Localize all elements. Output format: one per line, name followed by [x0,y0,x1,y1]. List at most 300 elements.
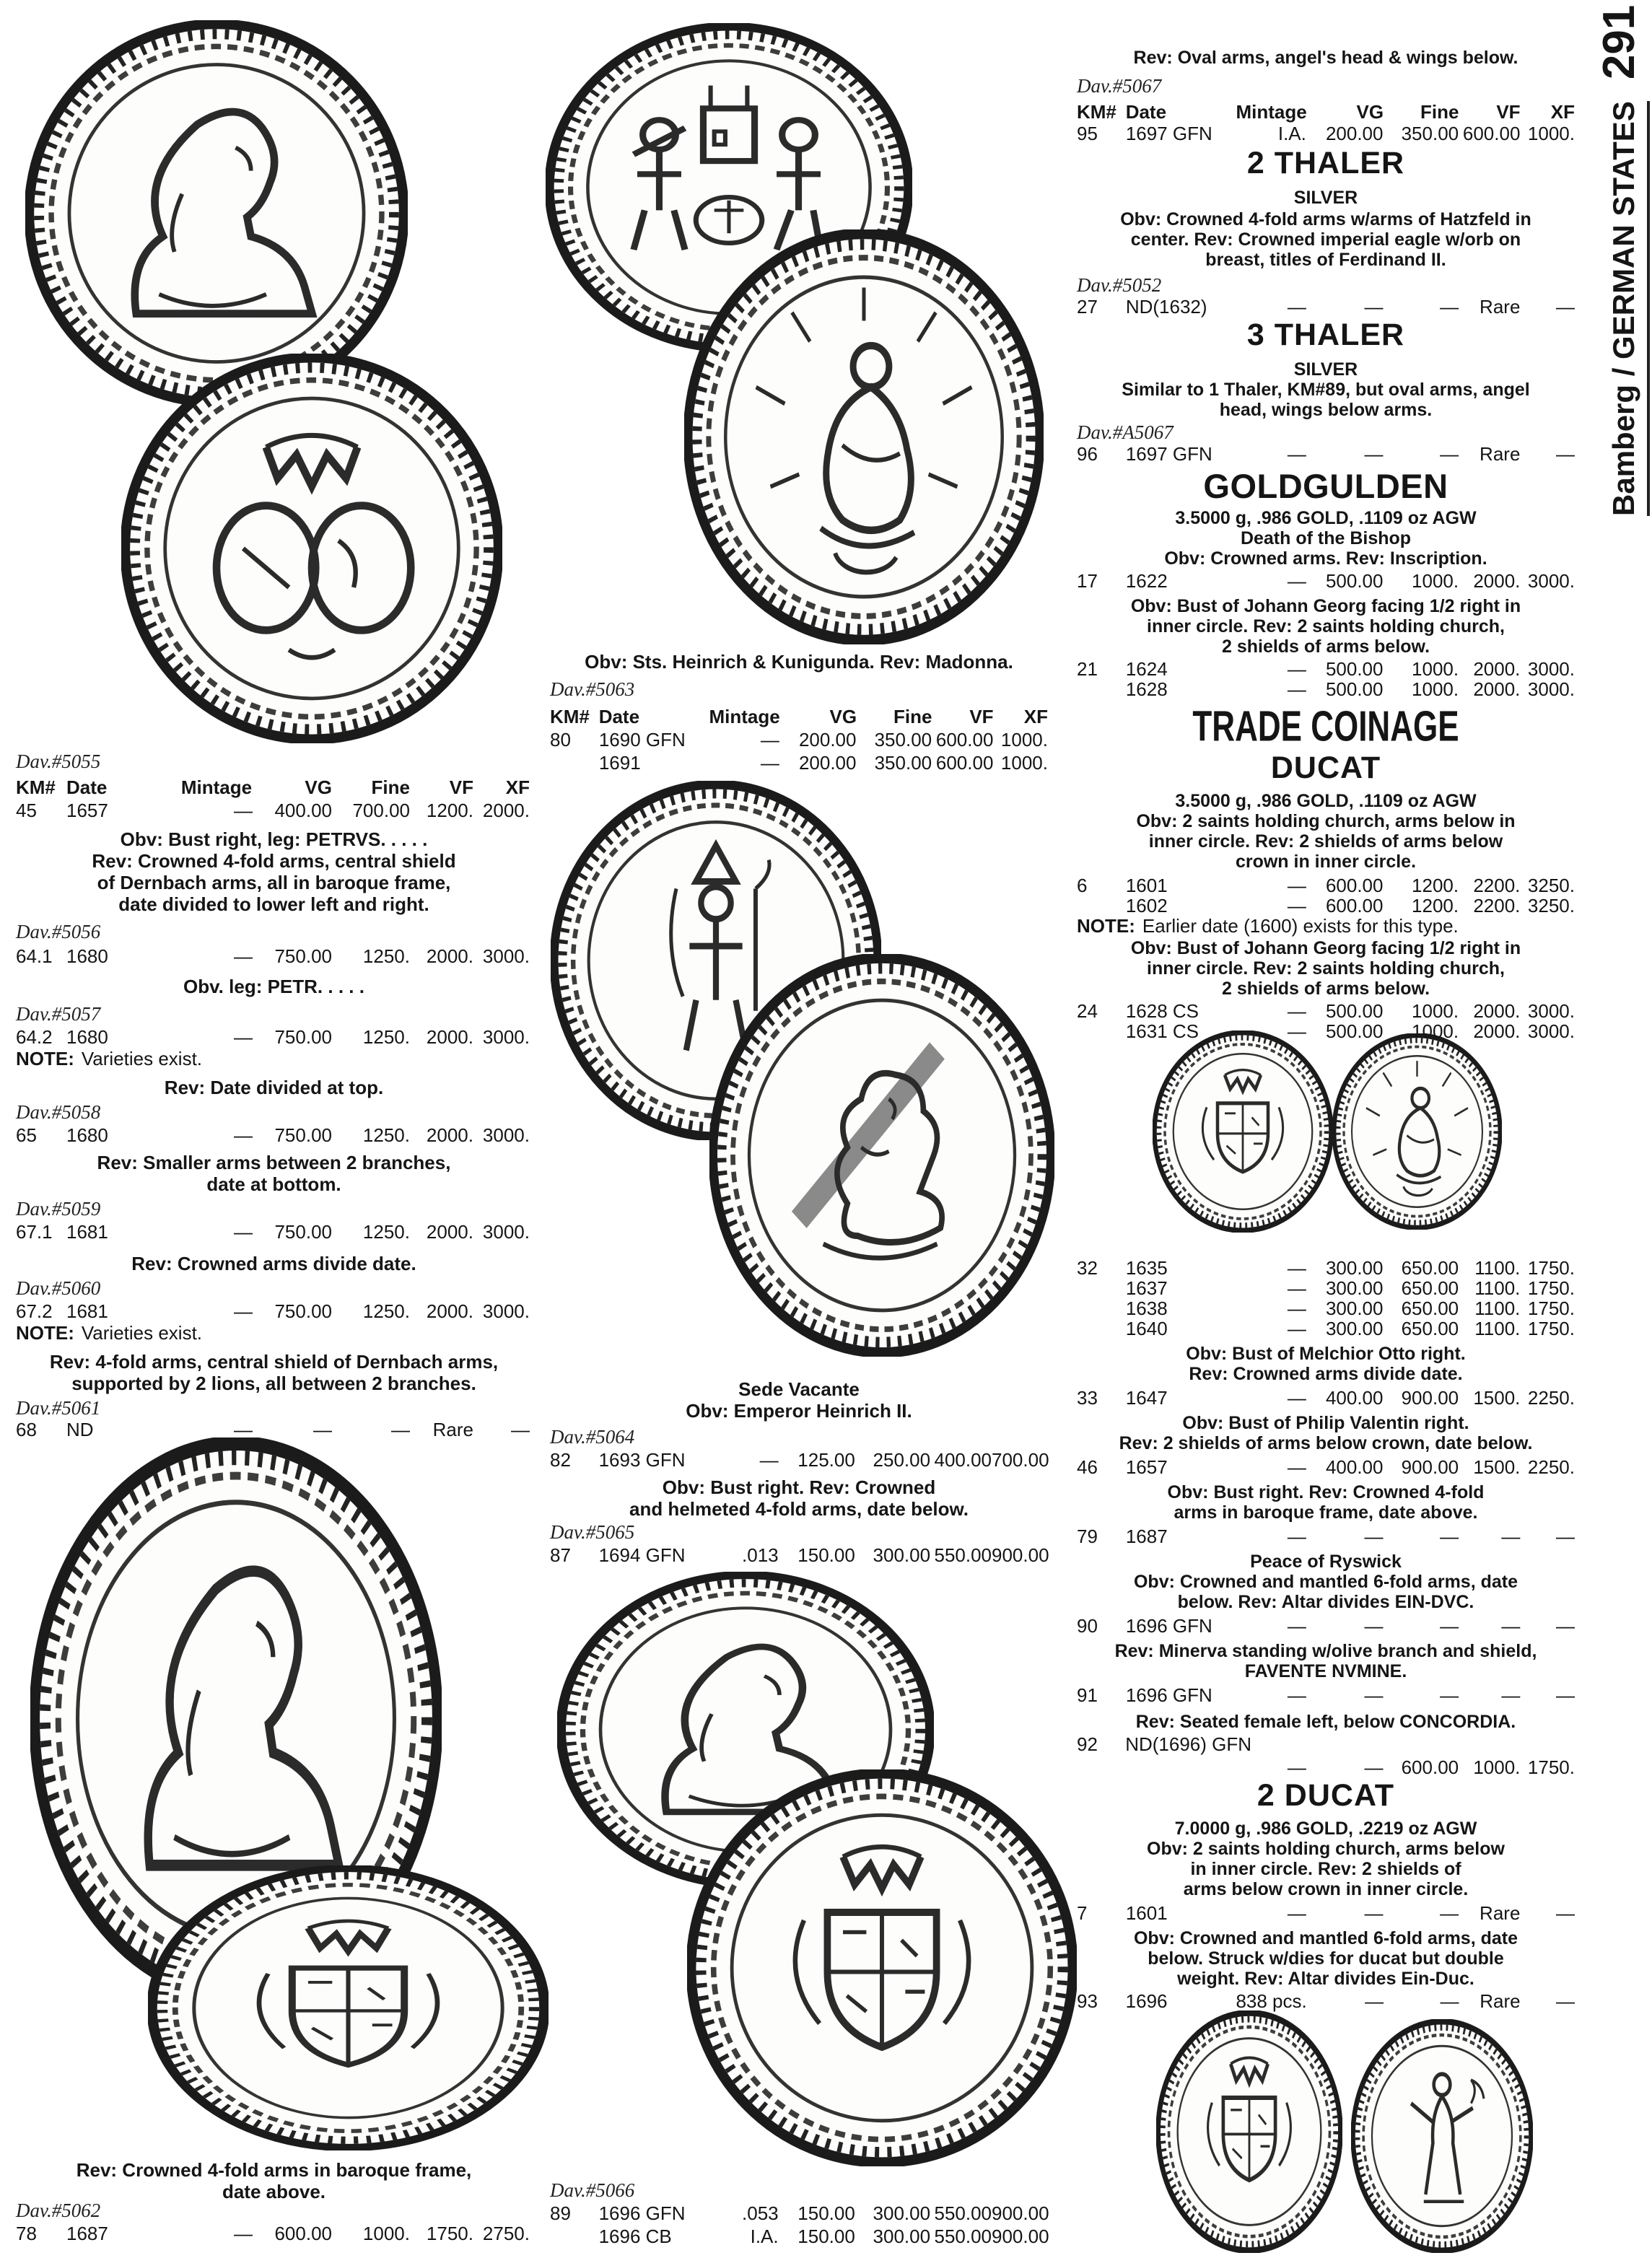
cell: 2000. [1473,678,1521,700]
cell: — [1287,570,1306,592]
cell: 1000. [1412,1000,1459,1022]
cell: 7 [1077,1902,1088,1924]
coin-1657-double-oval-arms-reverse [121,354,502,743]
dav-number: Dav.#5061 [16,1397,101,1419]
cell: 1681 [66,1221,108,1243]
cell: 2000. [426,1124,473,1146]
dav-number: Dav.#5067 [1077,75,1162,97]
cell: 500.00 [1325,678,1384,700]
table-row [1077,1684,1575,1707]
cell: 1250. [362,1124,410,1146]
cell: 1750. [1527,1257,1575,1279]
cell: 3000. [482,1124,530,1146]
cell: — [1287,1902,1306,1924]
table-row [1077,1020,1575,1043]
table-row [550,2226,1048,2248]
table-row [1077,443,1575,465]
cell: 45 [16,800,37,821]
caption-line: of Dernbach arms, all in baroque frame, [97,872,451,893]
cell: 1100. [1474,1257,1521,1279]
cell: 900.00 [992,2202,1049,2224]
table-row [550,2202,1048,2225]
cell [1077,1020,1126,1043]
cell: 78 [16,2223,37,2244]
cell [1077,1298,1126,1320]
cell: XF [505,776,530,798]
type-caption [1077,380,1575,420]
cell: 500.00 [1325,1020,1384,1042]
cell: — [1440,1615,1459,1637]
caption-line: breast, titles of Ferdinand II. [1205,250,1446,270]
cell: 1750. [1527,1756,1575,1778]
cell: 1250. [362,945,410,967]
cell: 500.00 [1325,658,1384,680]
table-row [1077,1990,1575,2013]
cell: 1000. [1412,658,1459,680]
caption-line: and helmeted 4-fold arms, date below. [629,1498,969,1520]
cell: 1680 [66,1026,108,1048]
type-caption [1077,1641,1575,1681]
cell: — [1556,1526,1575,1547]
cell: 2000. [1473,658,1521,680]
cell: 89 [550,2202,571,2224]
cell: 400.00 [274,800,332,821]
cell: — [1287,1277,1306,1299]
cell: Date [1125,101,1167,123]
denomination-heading: 2 DUCAT [1257,1778,1395,1813]
cell: 3000. [1527,1000,1575,1022]
table-row [1077,875,1575,897]
cell: 3000. [482,1300,530,1322]
cell: 1200. [426,800,473,821]
caption-line: Obv: Bust of Johann Georg facing 1/2 right in [1130,938,1521,958]
cell: KM# [16,776,56,798]
cell: 650.00 [1401,1298,1459,1319]
cell: Rare [432,1419,473,1440]
cell: 300.00 [1325,1298,1384,1319]
dav-number: Dav.#5065 [550,1521,635,1543]
cell: 1000. [1000,729,1048,751]
note-label: NOTE: [1077,915,1135,937]
cell: 1100. [1474,1318,1521,1339]
cell [1077,1756,1126,1779]
cell: 250.00 [873,1449,931,1471]
cell: 95 [1077,123,1098,144]
cell: I.A. [1277,123,1306,144]
cell: — [760,729,779,751]
cell: — [1556,1902,1575,1924]
cell: — [234,945,253,967]
table-row [1077,1456,1575,1479]
caption-line: 7.0000 g, .986 GOLD, .2219 oz AGW [1174,1819,1477,1839]
table-row [1077,123,1575,145]
cell: 96 [1077,443,1098,465]
type-caption [16,828,532,915]
denomination-heading: GOLDGULDEN [1203,467,1448,505]
note [16,1322,532,1344]
cell: KM# [550,706,590,727]
cell: — [1287,1000,1306,1022]
caption-line: Rev: Crowned 4-fold arms in baroque frame, [76,2159,472,2181]
cell: .013 [742,1544,779,1566]
cell: Rare [1480,1990,1521,2012]
caption-line: supported by 2 lions, all between 2 branches. [71,1373,476,1394]
cell [550,752,599,774]
cell: — [1365,1990,1384,2012]
cell: 2250. [1527,1456,1575,1478]
caption-line: in inner circle. Rev: 2 shields of [1190,1859,1461,1879]
cell: ND [66,1419,94,1440]
cell: 82 [550,1449,571,1471]
cell: 200.00 [1325,123,1384,144]
cell: 1000. [1412,678,1459,700]
cell: — [1364,1684,1384,1706]
cell: — [1287,1318,1306,1339]
cell: 350.00 [874,752,932,774]
cell: Fine [371,776,410,798]
cell: 400.00 [1325,1387,1384,1409]
cell: 1693 GFN [598,1449,686,1471]
table-row [1077,1733,1575,1756]
cell: 1696 CB [598,2226,672,2247]
cell: — [1556,443,1575,465]
cell: XF [1023,706,1048,727]
type-caption [1077,791,1575,872]
type-caption: Rev: Oval arms, angel's head & wings below. [1133,48,1518,68]
denomination-heading: 3 THALER [1246,318,1405,352]
type-caption [1077,1928,1575,1989]
cell: — [234,1124,253,1146]
cell [550,2226,599,2248]
type-caption [1077,1344,1575,1384]
table-row-continuation [1077,1756,1575,1779]
table-row [1077,1298,1575,1320]
cell: VF [1496,101,1521,123]
cell: — [234,1221,253,1243]
coin-2ducat-mantled-arms-obverse [1156,2010,1342,2253]
cell [1077,1277,1126,1300]
caption-line: date at bottom. [206,1173,341,1195]
cell: 1640 [1125,1318,1168,1339]
denomination-heading: DUCAT [1270,751,1381,785]
cell: — [1287,1456,1306,1478]
cell: 1750. [426,2223,473,2244]
cell: 1696 [1125,1990,1168,2012]
caption-line: Obv: Crowned and mantled 6-fold arms, date [1133,1928,1518,1948]
cell: 700.00 [352,800,410,821]
type-caption: Rev: Crowned arms divide date. [131,1253,416,1274]
cell: 1601 [1125,875,1168,896]
table-row [1077,1257,1575,1279]
caption-line: crown in inner circle. [1235,852,1417,872]
cell: VG [829,706,857,727]
cell: Rare [1480,1902,1521,1924]
cell: 2250. [1527,1387,1575,1409]
cell: Rare [1480,296,1521,318]
cell: 1694 GFN [598,1544,686,1566]
cell: 2200. [1473,895,1521,916]
caption-line: Death of the Bishop [1240,528,1412,548]
type-caption [1077,938,1575,999]
dav-number: Dav.#5063 [550,678,635,700]
cell: 1628 [1125,678,1168,700]
caption-line: Rev: Minerva standing w/olive branch and shield, [1114,1641,1537,1661]
coin-2ducat-standing-female-reverse [1351,2019,1533,2253]
cell: — [1287,678,1306,700]
cell: 79 [1077,1526,1098,1547]
cell [1385,1733,1460,1756]
cell: — [1287,1526,1306,1547]
cell: 1691 [598,752,641,774]
type-caption [16,1351,532,1394]
cell: 838 pcs. [1236,1990,1307,2012]
cell: 33 [1077,1387,1098,1409]
note-label: NOTE: [16,1322,74,1344]
cell: — [1287,658,1306,680]
table-row [16,2223,532,2245]
cell: 1601 [1125,1902,1168,1924]
cell: 1624 [1125,658,1168,680]
cell: 1000. [1000,752,1048,774]
cell: 600.00 [1462,123,1521,144]
type-caption: Obv. leg: PETR. . . . . [183,976,364,997]
table-row [1077,1387,1575,1409]
caption-line: arms in baroque frame, date above. [1174,1502,1478,1523]
cell: — [1440,1526,1459,1547]
table-row [16,1124,532,1147]
cell: — [1364,1756,1384,1778]
cell: — [234,1300,253,1322]
cell: 1200. [1412,895,1459,916]
cell: Rare [1480,443,1521,465]
cell: — [1440,1684,1459,1706]
table-header-row [16,776,532,799]
note-label: NOTE: [16,1048,74,1069]
cell: ND(1696) GFN [1125,1733,1252,1755]
type-caption [1077,596,1575,657]
cell: 150.00 [797,2226,855,2247]
cell: — [1501,1684,1521,1706]
cell: 90 [1077,1615,1098,1637]
cell: — [391,1419,410,1440]
cell: 750.00 [274,1300,332,1322]
cell: 2200. [1473,875,1521,896]
cell: Mintage [709,706,780,727]
cell: 300.00 [873,1544,931,1566]
cell [1521,1733,1575,1756]
cell: 650.00 [1401,1277,1459,1299]
cell: Mintage [180,776,253,798]
caption-line: Obv: Bust right. Rev: Crowned [662,1476,936,1498]
cell [1126,1756,1236,1779]
cell: 24 [1077,1000,1098,1022]
cell: — [1287,895,1306,916]
caption-line: 2 shields of arms below. [1221,979,1430,999]
cell: — [1287,1257,1306,1279]
dav-number: Dav.#5052 [1077,274,1162,296]
cell: 1100. [1474,1277,1521,1299]
table-row [550,752,1048,774]
dav-number: Dav.#5062 [16,2200,101,2221]
cell: 1250. [362,1026,410,1048]
cell: 900.00 [1401,1387,1459,1409]
table-row [1077,570,1575,592]
cell: 3000. [1527,570,1575,592]
cell: 46 [1077,1456,1098,1478]
caption-line: Rev: Crowned arms divide date. [1189,1364,1463,1384]
note [1077,915,1575,937]
caption-line: Rev: Crowned 4-fold arms, central shield [92,850,456,872]
cell: 650.00 [1401,1257,1459,1279]
cell: — [760,752,779,774]
table-row [1077,1277,1575,1300]
cell: VF [449,776,473,798]
caption-line: Obv: Crowned arms. Rev: Inscription. [1164,548,1487,569]
caption-line: date divided to lower left and right. [118,893,429,915]
coin-philipp-valentin-bust-obverse [25,20,408,406]
cell: 1696 GFN [1125,1684,1212,1706]
coin-ducat-madonna-reverse [1332,1033,1502,1230]
cell: 900.00 [992,1544,1049,1566]
cell: 1638 [1125,1298,1168,1319]
cell: — [759,1449,779,1471]
cell: — [1287,1020,1306,1042]
cell: 1680 [66,945,108,967]
cell: — [1364,1526,1384,1547]
coin-madonna-reverse [684,229,1044,644]
caption-line: date above. [222,2181,326,2202]
table-row [1077,1615,1575,1637]
caption-line: inner circle. Rev: 2 saints holding church, [1147,958,1505,979]
cell: 750.00 [274,945,332,967]
table-row [16,1026,532,1049]
cell: 600.00 [935,752,994,774]
caption-line: Similar to 1 Thaler, KM#89, but oval arms, angel [1122,380,1530,400]
cell: 400.00 [934,1449,992,1471]
cell: — [1556,296,1575,318]
cell: 550.00 [934,2202,992,2224]
caption-line: Obv: Bust of Philip Valentin right. [1182,1413,1469,1433]
cell: 300.00 [1325,1277,1384,1299]
caption-line: below. Rev: Altar divides EIN-DVC. [1177,1592,1474,1612]
cell: .053 [742,2202,779,2224]
cell: 68 [16,1419,37,1440]
cell: 3250. [1527,895,1575,916]
cell: I.A. [750,2226,779,2247]
table-row [16,1221,532,1243]
cell: 3000. [1527,1020,1575,1042]
caption-line: below. Struck w/dies for ducat but double [1148,1948,1504,1969]
section-heading: TRADE COINAGE [1192,702,1459,751]
cell: 92 [1077,1733,1098,1755]
caption-line: Obv: 2 saints holding church, arms below [1147,1839,1505,1859]
type-caption: Rev: Seated female left, below CONCORDIA. [1135,1712,1516,1732]
caption-line: arms below crown in inner circle. [1183,1879,1469,1899]
dav-number: Dav.#5060 [16,1277,101,1299]
cell: 1687 [1125,1526,1168,1547]
cell: 750.00 [274,1221,332,1243]
cell: — [1556,1684,1575,1706]
cell: 1631 CS [1125,1020,1199,1042]
cell: 2750. [482,2223,530,2244]
cell: 1635 [1125,1257,1168,1279]
caption-line: weight. Rev: Altar divides Ein-Duc. [1177,1969,1474,1989]
cell: 300.00 [873,2202,931,2224]
page-number: 291 [1594,4,1644,80]
cell: 80 [550,729,571,751]
cell: — [234,2223,253,2244]
cell: Fine [893,706,932,727]
caption-line: Rev: 2 shields of arms below crown, date below. [1119,1433,1533,1453]
cell: 1250. [362,1221,410,1243]
cell: — [1364,1615,1384,1637]
dav-number: Dav.#5055 [16,751,101,772]
cell: 125.00 [797,1449,855,1471]
cell: — [1287,443,1306,465]
cell: 1680 [66,1124,108,1146]
cell: 17 [1077,570,1098,592]
cell: 27 [1077,296,1098,318]
cell: — [1287,1387,1306,1409]
cell: — [1440,1902,1459,1924]
table-row [1077,1526,1575,1548]
cell: 550.00 [934,1544,992,1566]
table-row [550,1449,1048,1471]
cell: 1000. [1473,1756,1521,1778]
cell: 600.00 [1325,895,1384,916]
cell: 750.00 [274,1026,332,1048]
cell: 65 [16,1124,37,1146]
cell: 2000. [426,1026,473,1048]
coin-1687-crowned-arms-reverse [148,1865,549,2150]
cell: 1750. [1527,1277,1575,1299]
cell: 67.1 [16,1221,53,1243]
type-caption: Rev: Date divided at top. [164,1077,384,1098]
type-caption: Obv: Emperor Heinrich II. [686,1400,912,1422]
table-header-row [1077,101,1575,123]
cell: 750.00 [274,1124,332,1146]
type-caption: Obv: Sts. Heinrich & Kunigunda. Rev: Madonna. [585,651,1013,673]
cell: 150.00 [797,1544,855,1566]
cell: 300.00 [873,2226,931,2247]
cell: — [1287,1615,1306,1637]
table-row [16,1419,532,1441]
caption-line: inner circle. Rev: 2 shields of arms below [1148,831,1503,852]
cell: — [1440,296,1459,318]
cell [1239,1733,1308,1756]
table-row [550,1544,1048,1567]
note-text: Varieties exist. [81,1322,203,1344]
cell: 32 [1077,1257,1098,1279]
cell: 1200. [1412,875,1459,896]
caption-line: Peace of Ryswick [1250,1552,1402,1572]
cell: 64.2 [16,1026,53,1048]
cell: — [234,1026,253,1048]
coin-sortes-meae-arms-reverse [687,1769,1077,2166]
cell: 67.2 [16,1300,53,1322]
cell: 1622 [1125,570,1168,592]
caption-line: Rev: Smaller arms between 2 branches, [97,1152,451,1173]
cell: 300.00 [1325,1318,1384,1339]
cell: 700.00 [992,1449,1049,1471]
coin-lion-insignia-arms-reverse [709,954,1054,1357]
cell: 900.00 [1401,1456,1459,1478]
cell: 600.00 [935,729,994,751]
cell: 1602 [1125,895,1168,916]
caption-line: 3.5000 g, .986 GOLD, .1109 oz AGW [1175,791,1477,811]
cell [1077,678,1126,701]
cell: 500.00 [1325,1000,1384,1022]
